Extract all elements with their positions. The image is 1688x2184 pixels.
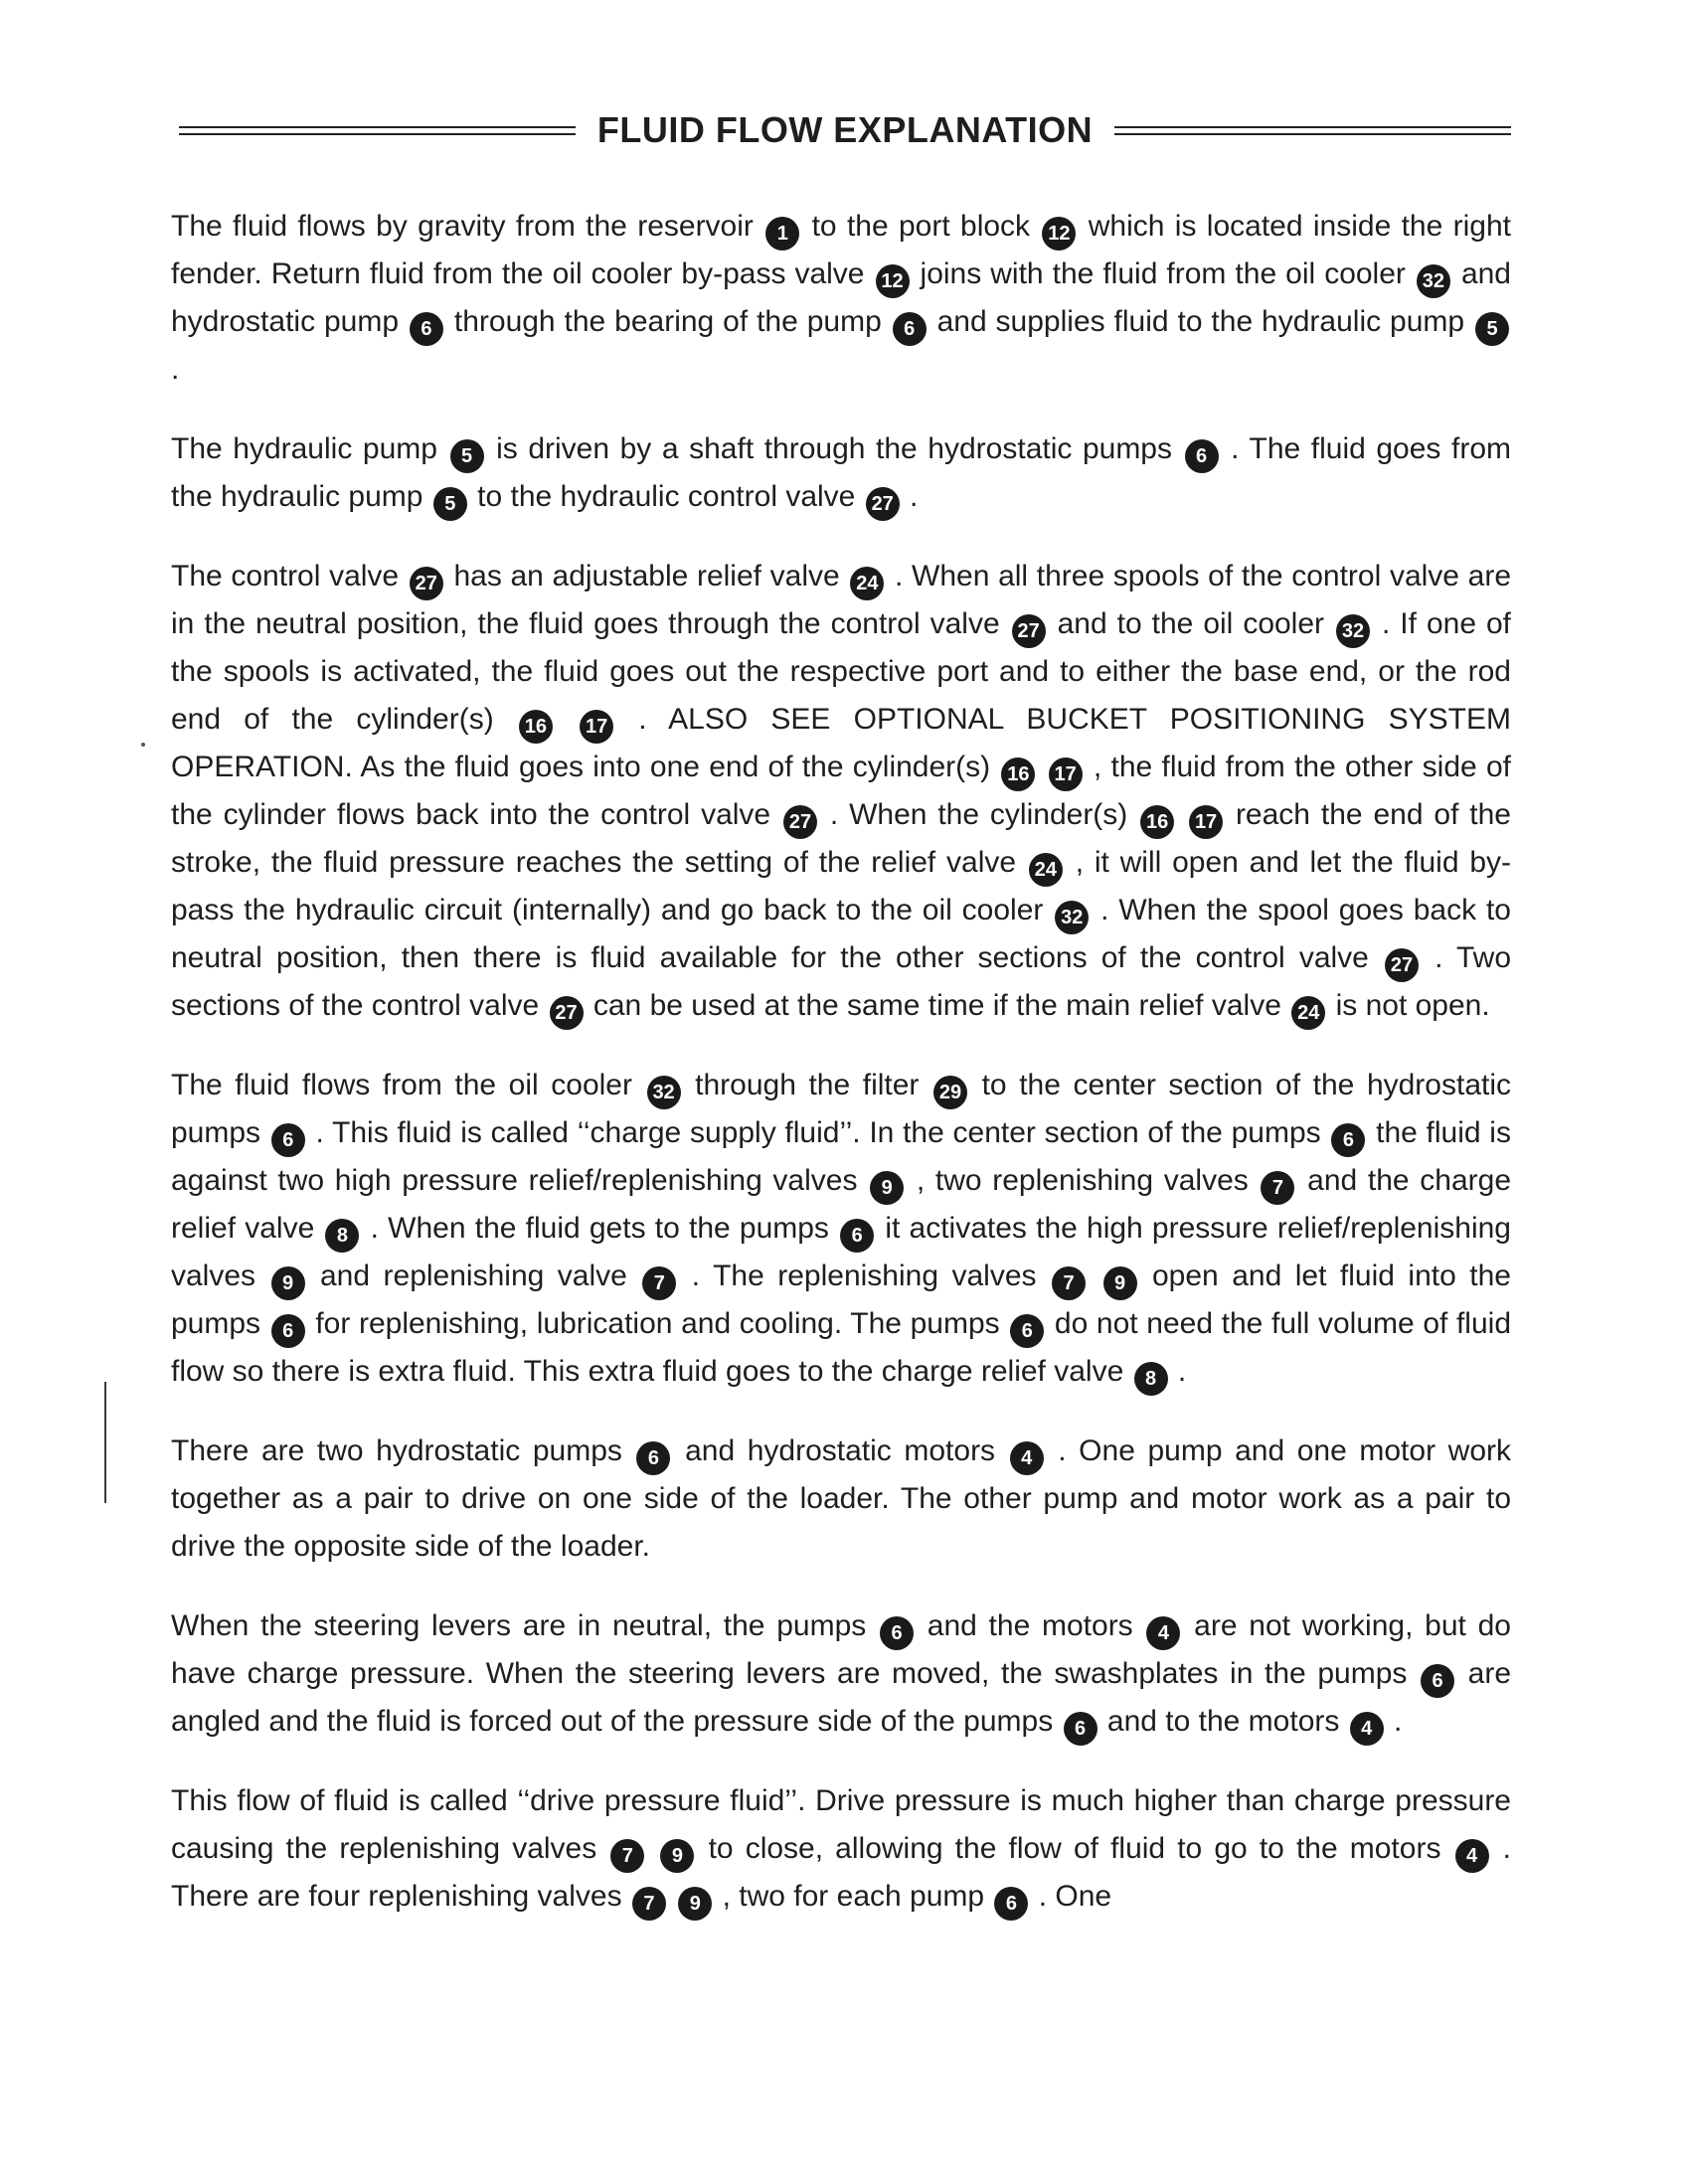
callout-number: 29	[933, 1076, 967, 1109]
callout-number: 32	[1417, 264, 1450, 298]
paragraph-text: joins with the fluid from the oil cooler	[911, 257, 1415, 290]
callout-number: 6	[271, 1314, 305, 1348]
callout-number: 9	[678, 1887, 712, 1921]
paragraph-text: .	[901, 480, 919, 513]
paragraph	[171, 1777, 1511, 1921]
paragraph-text: . When the fluid gets to the pumps	[361, 1212, 839, 1245]
paragraph-text: and supplies fluid to the hydraulic pump	[928, 305, 1473, 338]
callout-number: 32	[1336, 614, 1370, 648]
paragraph-text: . Two sections of the control valve	[171, 941, 1512, 1022]
callout-number: 27	[1385, 948, 1419, 982]
paragraph-text: and the motors	[916, 1609, 1145, 1642]
paragraph-text: through the bearing of the pump	[444, 305, 891, 338]
paragraph-text: , two for each pump	[714, 1880, 993, 1913]
section-heading	[179, 109, 1511, 151]
paragraph-text: . When all three spools of the control valve are in the neutral position, the fluid goes through the control valve	[171, 560, 1512, 640]
callout-number: 27	[550, 996, 584, 1030]
paragraph-text: , two replenishing valves	[906, 1164, 1260, 1197]
callout-number: 27	[1012, 614, 1046, 648]
callout-number: 24	[850, 567, 884, 600]
callout-number: 6	[636, 1441, 670, 1475]
paragraph-text: reach the end of the stroke, the fluid pressure reaches the setting of the relief valve	[171, 798, 1511, 879]
callout-number: 6	[994, 1887, 1028, 1921]
callout-number: 7	[642, 1266, 676, 1300]
callout-number: 4	[1146, 1616, 1180, 1650]
paragraph-text: do not need the full volume of fluid flow so there is extra fluid. This extra fluid goes to the charge relief valve	[171, 1307, 1512, 1388]
paragraph-text: to the center section of the hydrostatic pumps	[171, 1069, 1512, 1149]
callout-number: 4	[1455, 1839, 1489, 1873]
paragraph-text: to the port block	[801, 210, 1041, 243]
callout-number: 7	[610, 1839, 644, 1873]
callout-number: 5	[450, 439, 484, 473]
callout-number: 24	[1291, 996, 1325, 1030]
paragraph-text	[646, 1832, 658, 1865]
callout-number: 9	[1103, 1266, 1137, 1300]
paragraph-text: and the charge relief valve	[171, 1164, 1512, 1245]
callout-number: 17	[580, 710, 613, 744]
callout-number: 6	[271, 1123, 305, 1157]
paragraph-text: . The replenishing valves	[678, 1260, 1051, 1292]
callout-number: 6	[1010, 1314, 1044, 1348]
paragraph-text: , the fluid from the other side of the cylinder flows back into the control valve	[171, 751, 1511, 831]
callout-number: 4	[1350, 1712, 1384, 1746]
callout-number: 17	[1049, 757, 1083, 791]
callout-number: 4	[1010, 1441, 1044, 1475]
callout-number: 27	[410, 567, 443, 600]
paragraph-text	[1037, 751, 1046, 783]
callout-number: 16	[519, 710, 553, 744]
paragraph-text: . When the spool goes back to neutral position, then there is fluid available for the other sections of the control valve	[171, 894, 1511, 974]
paragraph-text	[1088, 1260, 1100, 1292]
paragraph-text: , it will open and let the fluid by-pass the hydraulic circuit (internally) and go back to the oil cooler	[171, 846, 1511, 926]
paragraph	[171, 553, 1511, 1030]
paragraph-text: through the filter	[682, 1069, 932, 1101]
callout-number: 6	[1421, 1664, 1454, 1698]
paragraph-text: open and let fluid into the pumps	[171, 1260, 1511, 1340]
paragraph-text: and to the oil cooler	[1047, 607, 1335, 640]
callout-number: 6	[1064, 1712, 1097, 1746]
paragraph	[171, 1428, 1511, 1571]
callout-number: 5	[433, 487, 467, 521]
paragraph-text: and to the motors	[1098, 1705, 1348, 1738]
callout-number: 16	[1140, 805, 1174, 839]
callout-number: 12	[1042, 217, 1076, 251]
paragraph-text	[1176, 798, 1187, 831]
paragraph-text: . ALSO SEE OPTIONAL BUCKET POSITIONING SYSTEM OPERATION. As the fluid goes into one end of the cylinder(s)	[171, 703, 1511, 783]
paragraph-text: . The fluid goes from the hydraulic pump	[171, 432, 1511, 513]
paragraph-text: to the hydraulic control valve	[468, 480, 864, 513]
paragraph-text: it activates the high pressure relief/replenishing valves	[171, 1212, 1511, 1292]
paragraph-text: can be used at the same time if the main relief valve	[585, 989, 1290, 1022]
paragraph-text: is driven by a shaft through the hydrostatic pumps	[485, 432, 1183, 465]
heading-rule-left	[179, 126, 576, 135]
margin-mark	[141, 743, 145, 747]
paragraph-text: is not open.	[1327, 989, 1490, 1022]
paragraph-text: .	[1169, 1355, 1187, 1388]
paragraph-text: There are two hydrostatic pumps	[171, 1434, 635, 1467]
paragraph	[171, 1602, 1511, 1746]
callout-number: 16	[1001, 757, 1035, 791]
callout-number: 6	[840, 1219, 874, 1253]
paragraph-text: The fluid flows by gravity from the reservoir	[171, 210, 764, 243]
paragraph	[171, 203, 1511, 394]
callout-number: 7	[632, 1887, 666, 1921]
callout-number: 7	[1052, 1266, 1086, 1300]
body-text	[171, 203, 1511, 1952]
callout-number: 17	[1189, 805, 1223, 839]
paragraph-text: . When the cylinder(s)	[819, 798, 1139, 831]
page-title: FLUID FLOW EXPLANATION	[596, 109, 1094, 150]
callout-number: 27	[866, 487, 900, 521]
paragraph-text: .	[171, 353, 180, 386]
callout-number: 32	[647, 1076, 681, 1109]
paragraph-text: for replenishing, lubrication and cooling. The pumps	[306, 1307, 1009, 1340]
callout-number: 24	[1029, 853, 1063, 887]
callout-number: 8	[325, 1219, 359, 1253]
callout-number: 9	[870, 1171, 904, 1205]
callout-number: 6	[880, 1616, 914, 1650]
margin-change-bar	[104, 1382, 106, 1503]
paragraph-text: and replenishing valve	[306, 1260, 641, 1292]
paragraph-text: . One	[1030, 1880, 1112, 1913]
paragraph-text: This flow of fluid is called ‘‘drive pressure fluid’’. Drive pressure is much higher than charge pressure causing the replenishing valves	[171, 1784, 1511, 1865]
paragraph-text: The fluid flows from the oil cooler	[171, 1069, 645, 1101]
paragraph-text: The hydraulic pump	[171, 432, 448, 465]
callout-number: 8	[1134, 1362, 1168, 1396]
paragraph-text: to close, allowing the flow of fluid to go to the motors	[696, 1832, 1453, 1865]
paragraph-text: . This fluid is called ‘‘charge supply fluid’’. In the center section of the pumps	[306, 1116, 1330, 1149]
paragraph-text: the fluid is against two high pressure relief/replenishing valves	[171, 1116, 1511, 1197]
paragraph-text: and hydrostatic pump	[171, 257, 1511, 338]
paragraph-text: When the steering levers are in neutral, the pumps	[171, 1609, 879, 1642]
paragraph-text: . One pump and one motor work together as a pair to drive on one side of the loader. The other pump and motor work as a pair to drive the opposite side of the loader.	[171, 1434, 1511, 1563]
paragraph-text: are not working, but do have charge pressure. When the steering levers are moved, the swashplates in the pumps	[171, 1609, 1511, 1690]
callout-number: 12	[876, 264, 910, 298]
paragraph-text: has an adjustable relief valve	[444, 560, 849, 592]
paragraph-text: and hydrostatic motors	[672, 1434, 1008, 1467]
callout-number: 32	[1055, 901, 1089, 934]
callout-number: 6	[893, 312, 927, 346]
paragraph-text: which is located inside the right fender. Return fluid from the oil cooler by-pass valve	[171, 210, 1511, 290]
callout-number: 27	[783, 805, 817, 839]
callout-number: 5	[1475, 312, 1509, 346]
heading-rule-right	[1114, 126, 1511, 135]
callout-number: 9	[271, 1266, 305, 1300]
paragraph-text: . There are four replenishing valves	[171, 1832, 1512, 1913]
paragraph-text	[668, 1880, 676, 1913]
paragraph	[171, 1062, 1511, 1396]
paragraph-text: are angled and the fluid is forced out of the pressure side of the pumps	[171, 1657, 1511, 1738]
callout-number: 1	[765, 217, 799, 251]
paragraph-text: .	[1385, 1705, 1403, 1738]
paragraph-text: . If one of the spools is activated, the fluid goes out the respective port and to either the base end, or the rod end of the cylinder(s)	[171, 607, 1512, 736]
paragraph	[171, 425, 1511, 521]
callout-number: 9	[660, 1839, 694, 1873]
paragraph-text: The control valve	[171, 560, 408, 592]
paragraph-text	[555, 703, 578, 736]
callout-number: 6	[1185, 439, 1219, 473]
callout-number: 7	[1261, 1171, 1294, 1205]
callout-number: 6	[1331, 1123, 1365, 1157]
callout-number: 6	[410, 312, 443, 346]
